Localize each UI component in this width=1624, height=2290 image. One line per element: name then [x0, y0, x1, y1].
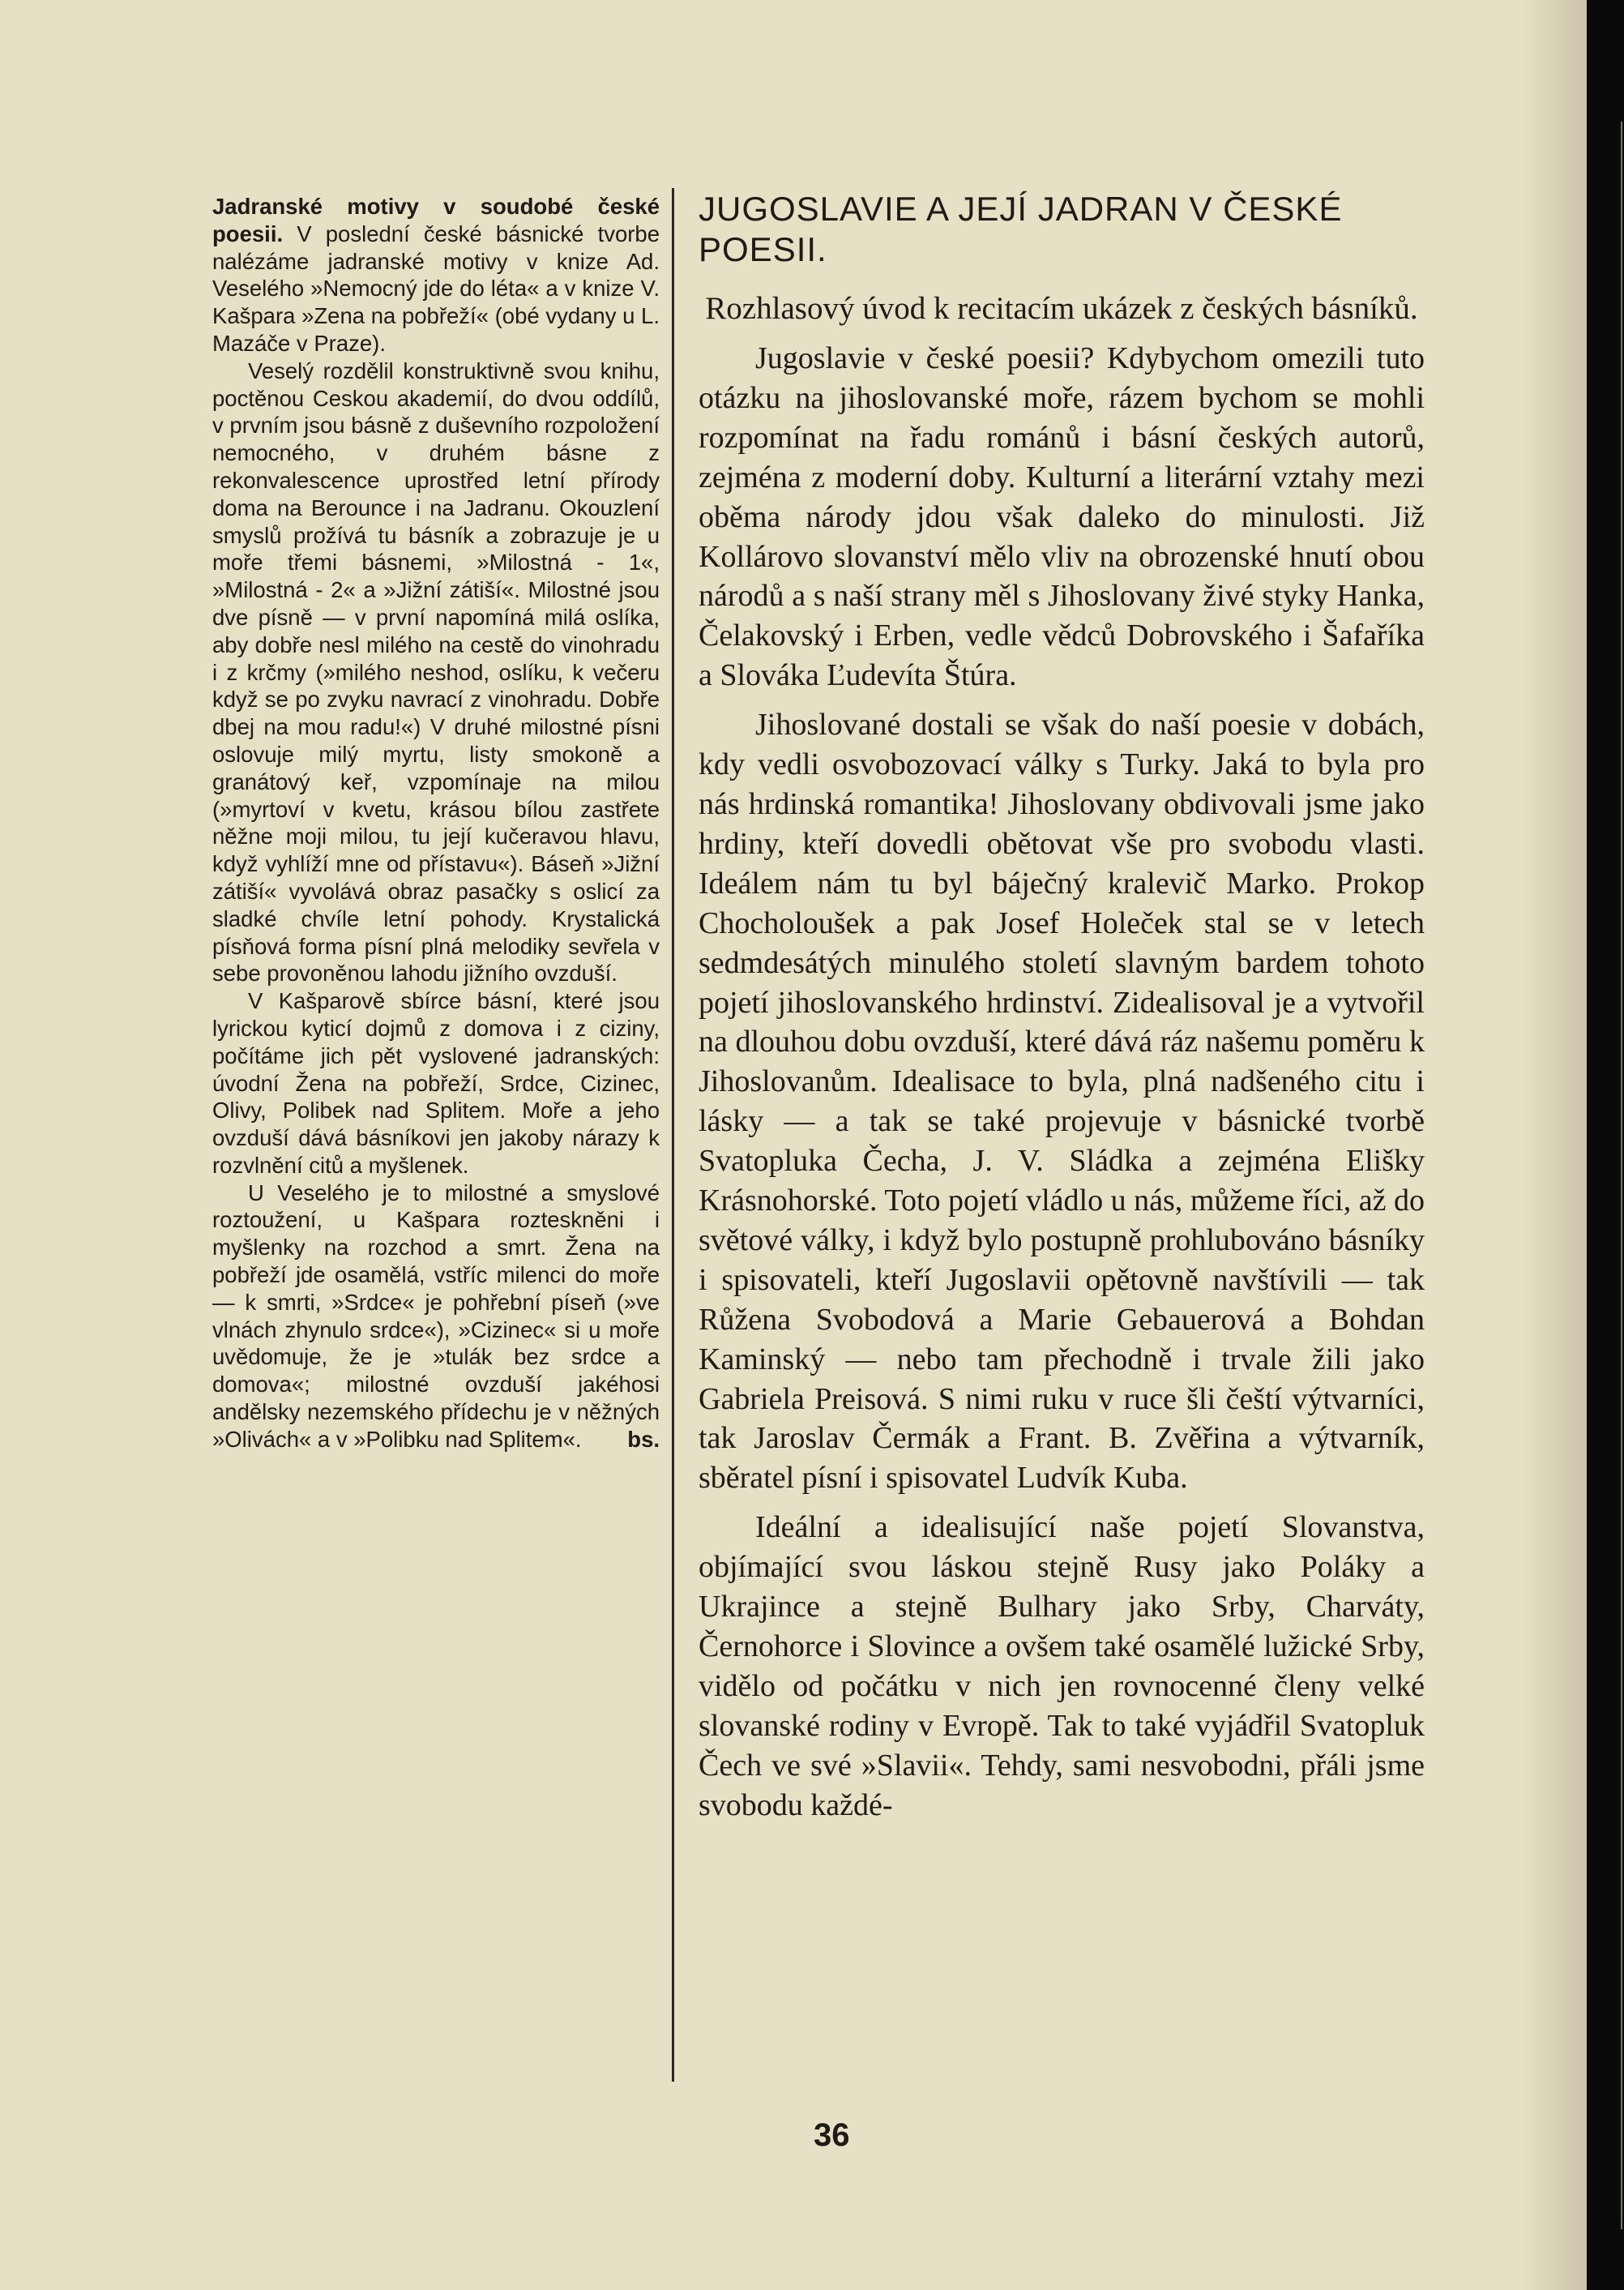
left-paragraph-2: Veselý rozdělil konstruktivně svou knihu, poctěnou Ceskou akademií, do dvou oddílů, v prvním jsou básně z duševního rozpoložení nemocného, v druhém básne z rekonvalescence uprostřed letní přírody doma na Berounce i na Jadranu. Okouzlení smyslů prožívá tu básník a zobrazuje je u moře třemi básnemi, »Milostná - 1«, »Milostná - 2« a »Jižní zátiší«. Milostné jsou dve písně — v první napomíná milá oslíka, aby dobře nesl milého na cestě do vinohradu i z krčmy (»milého neshod, oslíku, k večeru když se po zvyku navrací z vinohradu. Dobře dbej na mou radu!«) V druhé milostné písni oslovuje milý myrtu, listy smokoně a granátový keř, vzpomínaje na milou (»myrtoví v kvetu, krásou bílou zastřete něžne moji milou, tu její kučeravou hlavu, když vyhlíží mne od přístavu«). Báseň »Jižní zátiší« vyvolává obraz pasačky s oslicí za sladké chvíle letní pohody. Krystalická písňová forma písní plná melodiky sevřela v sebe provoněnou lahodu jižního ovzduší. [212, 357, 660, 987]
page-number: 36 [814, 2117, 850, 2153]
article-lead-title: Jadranské motivy v soudobé české poesii. [212, 194, 660, 246]
left-column-article [212, 193, 660, 1453]
left-paragraph-4-text: U Veselého je to milostné a smyslové roztoužení, u Kašpara rozteskněni i myšlenky na rozchod a smrt. Žena na pobřeží jde osamělá, vstříc milenci do moře — k smrti, »Srdce« je pohřební píseň (»ve vlnách zhynulo srdce«), »Cizinec« si u moře uvědomuje, že je »tulák bez srdce a domova«; milostné ovzduší jakéhosi andělsky nezemského přídechu je v něžných »Olivách« a v »Polibku nad Splitem«. [212, 1179, 660, 1452]
right-paragraph-3: Ideální a idealisující naše pojetí Slovanstva, objímající svou láskou stejně Rusy jako Poláky a Ukrajince a stejně Bulhary jako Srby, Charváty, Černohorce i Slovince a ovšem také osamělé lužické Srby, vidělo od počátku v nich jen rovnocenné členy velké slovanské rodiny v Evropě. Tak to také vyjádřil Svatopluk Čech ve své »Slavii«. Tehdy, sami nesvobodni, přáli jsme svobodu každé- [699, 1510, 1425, 1822]
left-paragraph-4 [212, 1179, 660, 1453]
left-paragraph-1 [212, 193, 660, 357]
page-edge-line [1621, 122, 1622, 2229]
article-subtitle: Rozhlasový úvod k recitacím ukázek z českých básníků. [705, 291, 1418, 326]
book-edge [1587, 0, 1624, 2290]
right-paragraph-1: Jugoslavie v české poesii? Kdybychom omezili tuto otázku na jihoslovanské moře, rázem bychom se mohli rozpomínat na řadu románů i básní českých autorů, zejména z moderní doby. Kulturní a literární vztahy mezi oběma národy jdou však daleko do minulosti. Již Kollárovo slovanství mělo vliv na obrozenské hnutí obou národů a s naší strany měl s Jihoslovany živé styky Hanka, Čelakovský i Erben, vedle vědců Dobrovského i Šafaříka a Slováka Ľudevíta Štúra. [699, 341, 1425, 693]
left-paragraph-3: V Kašparově sbírce básní, které jsou lyrickou kyticí dojmů z domova i z ciziny, počítáme jich pět vyslovené jadranských: úvodní Žena na pobřeží, Srdce, Cizinec, Olivy, Polibek nad Splitem. Moře a jeho ovzduší dává básníkovi jen jakoby nárazy k rozvlnění citů a myšlenek. [212, 988, 660, 1178]
right-paragraph-2: Jihoslované dostali se však do naší poesie v dobách, kdy vedli osvobozovací války s Turky. Jaká to byla pro nás hrdinská romantika! Jihoslovany obdivovali jsme jako hrdiny, kteří dovedli obětovat vše pro svobodu vlasti. Ideálem nám tu byl báječný kralevič Marko. Prokop Chocholoušek a pak Josef Holeček stal se v letech sedmdesátých minulého století slavným bardem tohoto pojetí jihoslovanského hrdinství. Zidealisoval je a vytvořil na dlouhou dobu ovzduší, které dává ráz našemu poměru k Jihoslovanům. Idealisace to byla, plná nadšeného citu i lásky — a tak se také projevuje v básnické tvorbě Svatopluka Čecha, J. V. Sládka a zejména Elišky Krásnohorské. Toto pojetí vládlo u nás, můžeme říci, až do světové války, i když bylo postupně prohlubováno básníky i spisovateli, kteří Jugoslavii opětovně navštívili — tak Růžena Svobodová a Marie Gebauerová a Bohdan Kaminský — nebo tam přechodně i trvale žili jako Gabriela Preisová. S nimi ruku v ruce šli čeští výtvarníci, tak Jaroslav Čermák a Frant. B. Zvěřina a výtvarník, sběratel písní i spisovatel Ludvík Kuba. [699, 708, 1425, 1496]
right-column-article [699, 189, 1425, 1826]
author-signature: bs. [627, 1426, 660, 1452]
article-title: JUGOSLAVIE A JEJÍ JADRAN V ČESKÉ POESII. [699, 190, 1343, 268]
column-divider [672, 188, 674, 2082]
left-paragraph-1-text: V poslední české básnické tvorbe nalézáme jadranské motivy v knize Ad. Veselého »Nemocný jde do léta« a v knize V. Kašpara »Zena na pobřeží« (obé vydany u L. Mazáče v Praze). [212, 220, 660, 356]
